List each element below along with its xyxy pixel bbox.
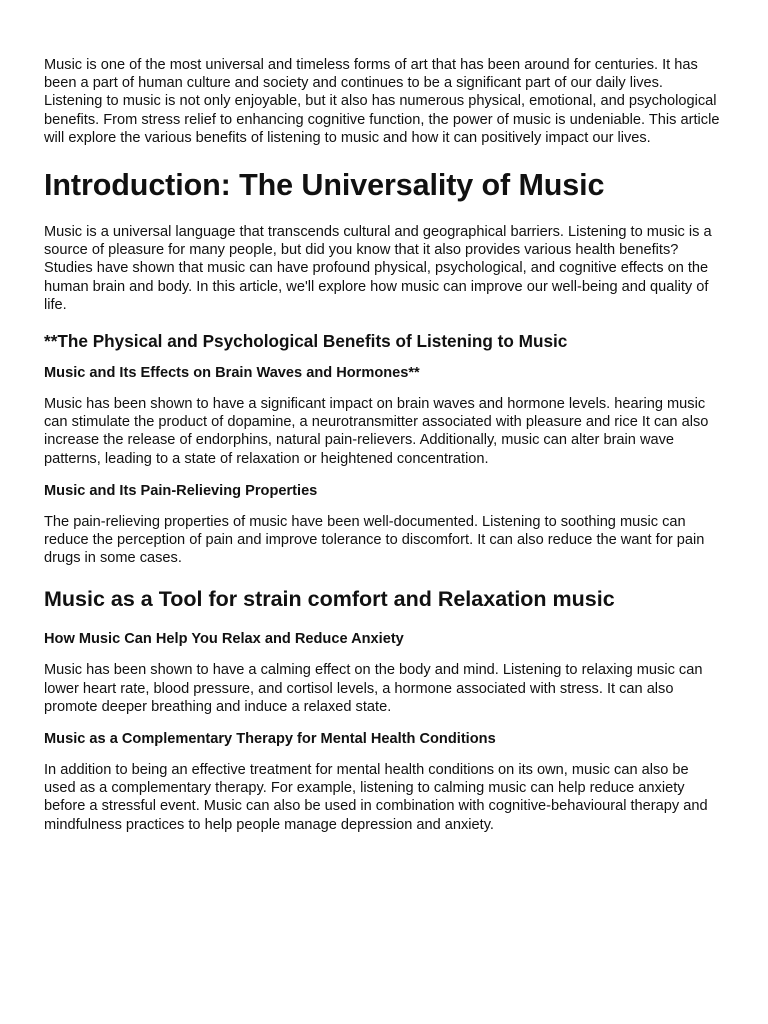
heading-benefits: **The Physical and Psychological Benefits of Listening to Music [44,331,568,352]
relax-paragraph: Music has been shown to have a calming effect on the body and mind. Listening to relaxing music can lower heart rate, blood pressure, and cortisol levels, a hormone associated with stress. It can also promote deeper breathing and induce a relaxed state. [44,662,703,715]
pain-relief-paragraph: The pain-relieving properties of music have been well-documented. Listening to soothing music can reduce the perception of pain and improve tolerance to discomfort. It can also reduce the want for pain drugs in some cases. [44,513,705,567]
subheading-pain-relief: Music and Its Pain-Relieving Properties [44,482,318,499]
universality-paragraph: Music is a universal language that transcends cultural and geographical barriers. Listening to music is a source of pleasure for many people, but did you know that it also provides various health benefits? Studies have shown that music can have profound physical, psychological, and cognitive effects on the human brain and body. In this article, we'll explore how music can improve our well-being and quality of life. [44,224,712,313]
brain-waves-paragraph: Music has been shown to have a significant impact on brain waves and hormone levels. hearing music can stimulate the product of dopamine, a neurotransmitter associated with pleasure and rice It can also increase the release of endorphins, natural pain-relievers. Additionally, music can alter brain wave patterns, leading to a state of relaxation or heightened concentration. [44,396,709,467]
subheading-relax-anxiety: How Music Can Help You Relax and Reduce Anxiety [44,631,404,648]
heading-introduction: Introduction: The Universality of Music [44,168,605,203]
subheading-brain-waves: Music and Its Effects on Brain Waves and Hormones** [44,365,420,382]
heading-relaxation-tool: Music as a Tool for strain comfort and Relaxation music [44,587,615,612]
therapy-paragraph: In addition to being an effective treatment for mental health conditions on its own, music can also be used as a complementary therapy. For example, listening to calming music can help reduce anxiety before a stressful event. Music can also be used in combination with cognitive-behavioural therapy and mindfulness practices to help people manage depression and anxiety. [44,762,708,833]
intro-paragraph: Music is one of the most universal and timeless forms of art that has been around for centuries. It has been a part of human culture and society and continues to be a significant part of our daily lives. Listening to music is not only enjoyable, but it also has numerous physical, emotional, and psychological benefits. From stress relief to enhancing cognitive function, the power of music is undeniable. This article will explore the various benefits of listening to music and how it can positively impact our lives. [44,57,720,146]
subheading-complementary-therapy: Music as a Complementary Therapy for Mental Health Conditions [44,731,496,748]
